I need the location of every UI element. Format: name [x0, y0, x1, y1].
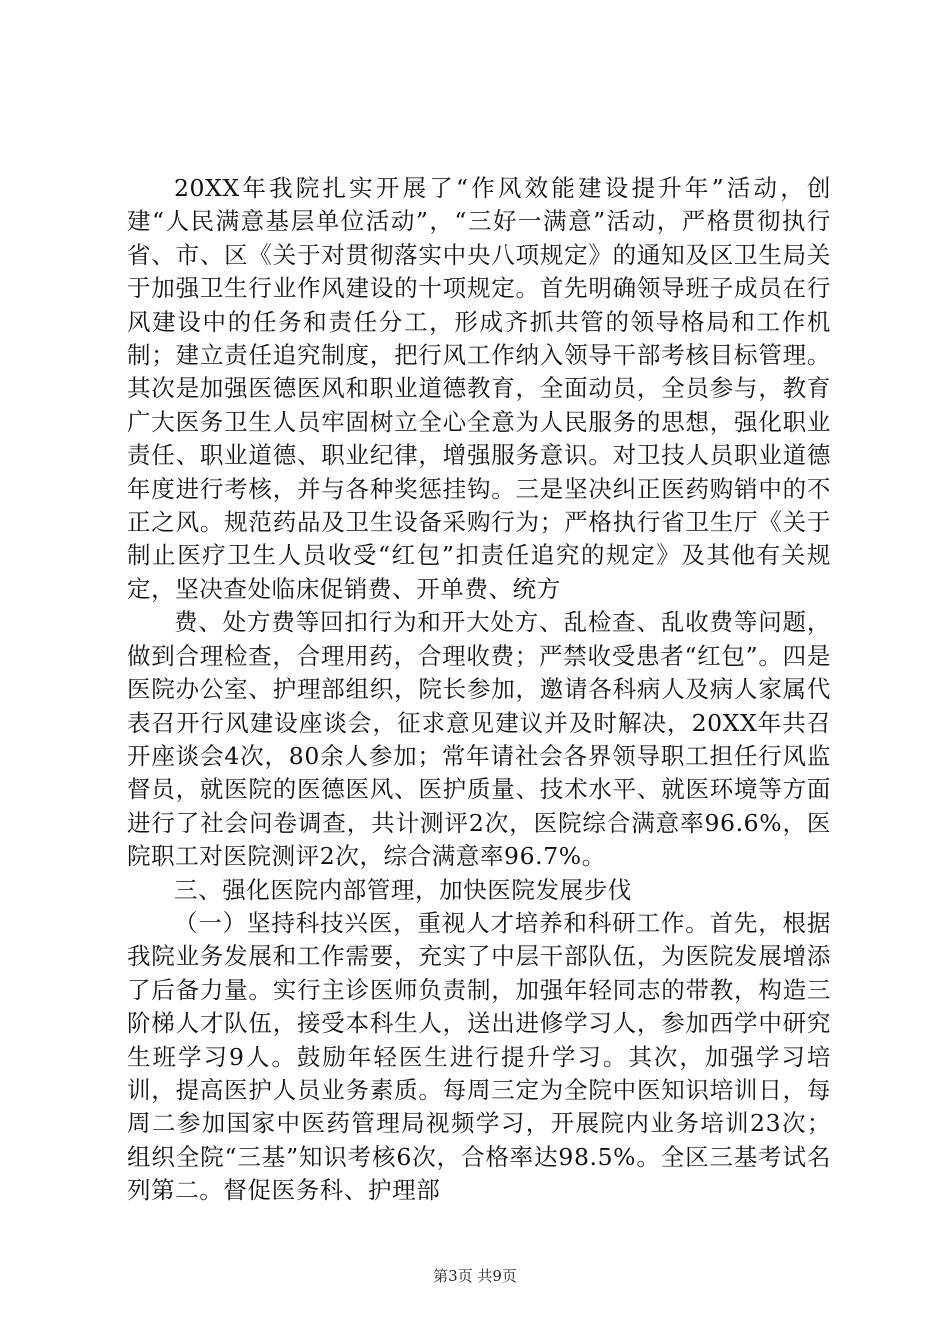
paragraph-3: （一）坚持科技兴医，重视人才培养和科研工作。首先，根据我院业务发展和工作需要，充实了中层干部队伍，为医院发展增添了后备力量。实行主诊医师负责制，加强年轻同志的带教，构造三阶梯人才队伍，接受本科生人，送出进修学习人，参加西学中研究生班学习9人。鼓励年轻医生进行提升学习。其次，加强学习培训，提高医护人员业务素质。每周三定为全院中医知识培训日，每周二参加国家中医药管理局视频学习，开展院内业务培训23次；组织全院“三基”知识考核6次，合格率达98.5%。全区三基考试名列第二。督促医务科、护理部 [127, 908, 831, 1205]
paragraph-2: 费、处方费等回扣行为和开大处方、乱检查、乱收费等问题，做到合理检查，合理用药，合理收费；严禁收受患者“红包”。四是医院办公室、护理部组织，院长参加，邀请各科病人及病人家属代表召开行风建设座谈会，征求意见建议并及时解决，20XX年共召开座谈会4次，80余人参加；常年请社会各界领导职工担任行风监督员，就医院的医德医风、医护质量、技术水平、就医环境等方面进行了社会问卷调查，共计测评2次，医院综合满意率96.6%，医院职工对医院测评2次，综合满意率96.7%。 [127, 608, 831, 871]
paragraph-1: 20XX年我院扎实开展了“作风效能建设提升年”活动，创建“人民满意基层单位活动”，“三好一满意”活动，严格贯彻执行省、市、区《关于对贯彻落实中央八项规定》的通知及区卫生局关于加强卫生行业作风建设的十项规定。首先明确领导班子成员在行风建设中的任务和责任分工，形成齐抓共管的领导格局和工作机制；建立责任追究制度，把行风工作纳入领导干部考核目标管理。其次是加强医德医风和职业道德教育，全面动员，全员参与，教育广大医务卫生人员牢固树立全心全意为人民服务的思想，强化职业责任、职业道德、职业纪律，增强服务意识。对卫技人员职业道德年度进行考核，并与各种奖惩挂钩。三是坚决纠正医药购销中的不正之风。规范药品及卫生设备采购行为；严格执行省卫生厅《关于制止医疗卫生人员收受“红包”扣责任追究的规定》及其他有关规定，坚决查处临床促销费、开单费、统方 [127, 174, 831, 603]
document-body [127, 172, 831, 1208]
section-heading: 三、强化医院内部管理，加快医院发展步伐 [174, 875, 632, 904]
page-number-footer: 第3页 共9页 [433, 1267, 517, 1285]
